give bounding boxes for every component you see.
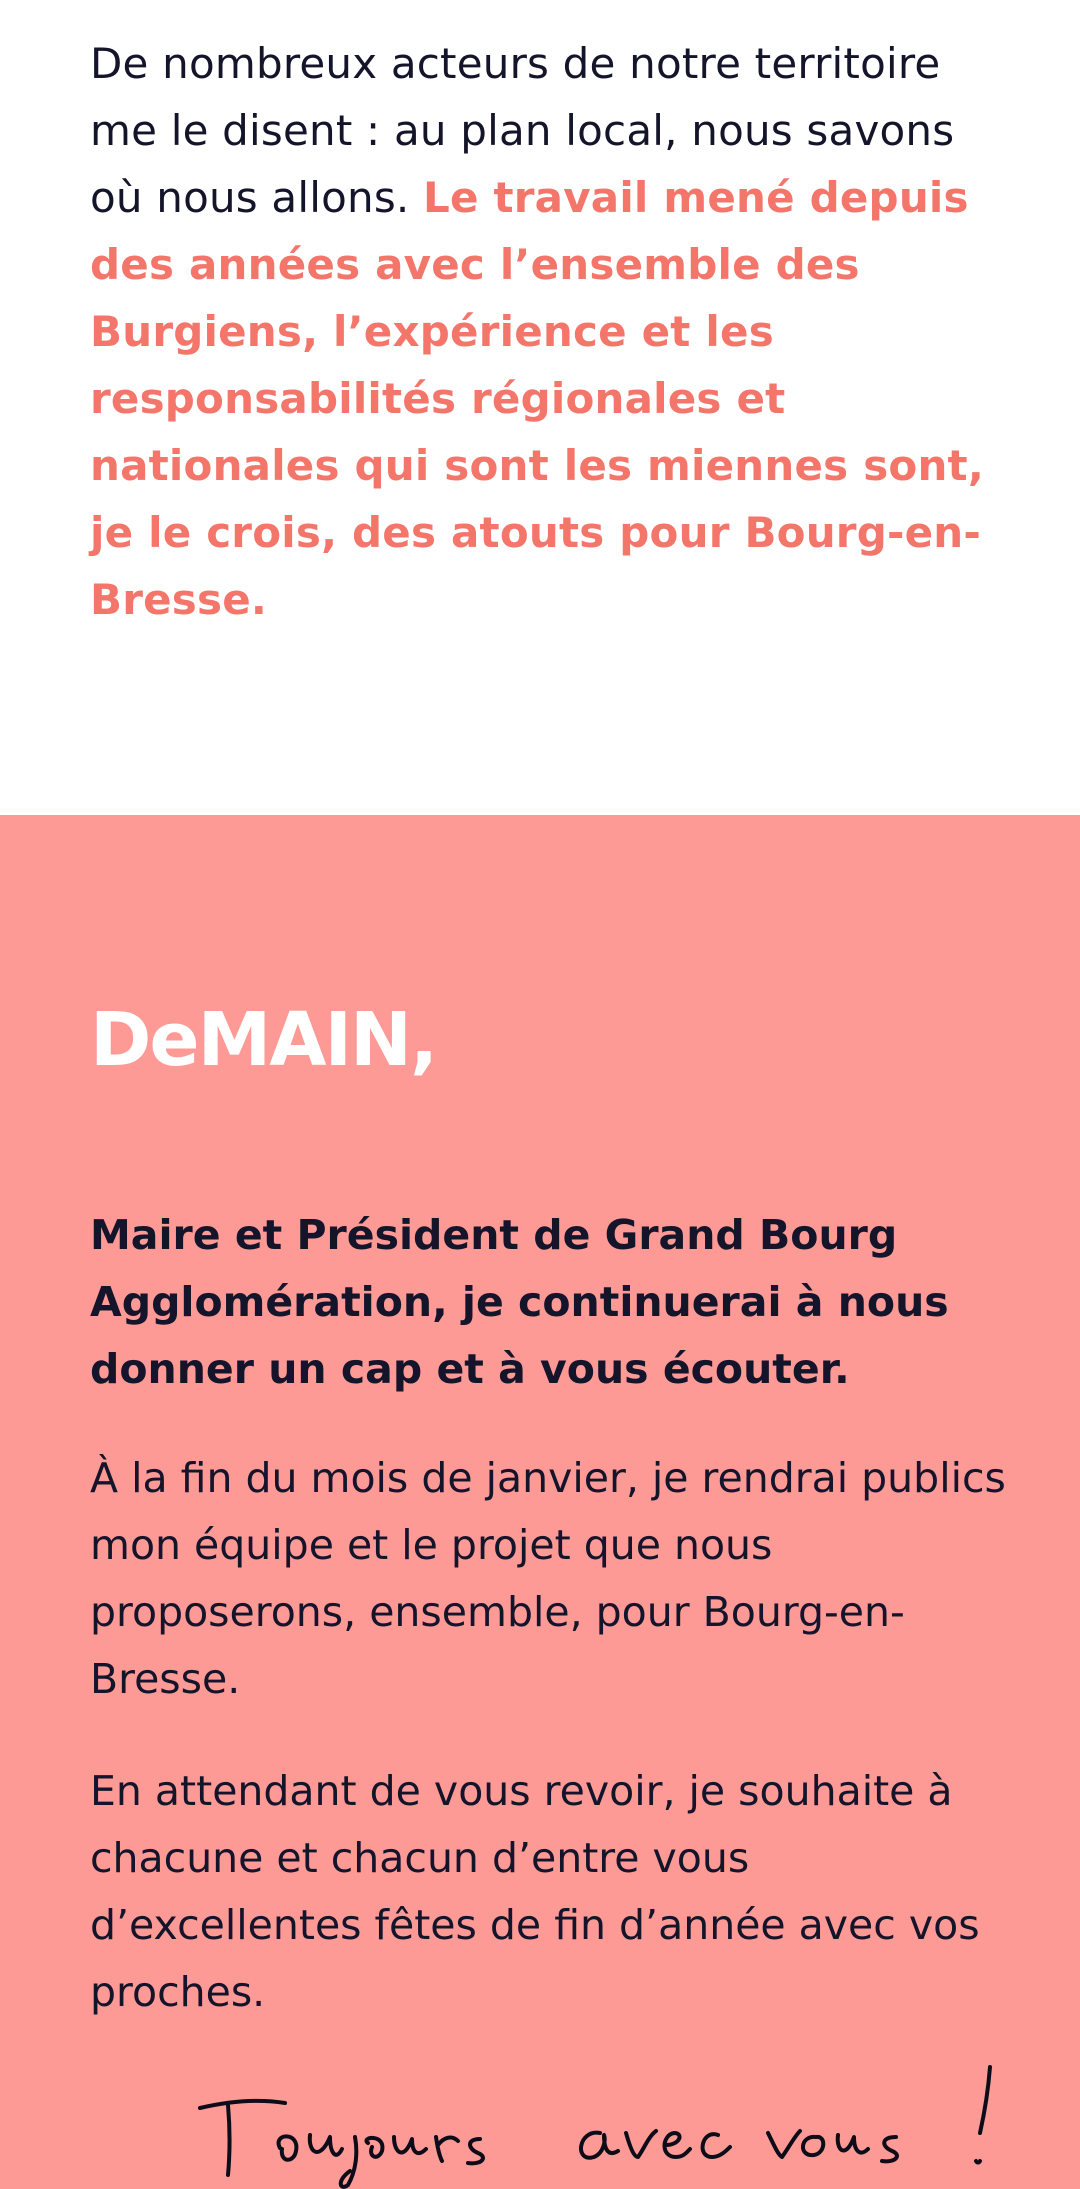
intro-text: De nombreux acteurs de notre territoire me le disent : au plan local, nous savons où nous allons. (90, 39, 955, 222)
lead-paragraph: Maire et Président de Grand Bourg Agglomération, je continuerai à nous donner un cap et à vous écouter. (90, 1211, 949, 1393)
intro-paragraph (90, 30, 1010, 633)
demain-heading: DeMAIN, (90, 997, 437, 1083)
handwritten-signature (190, 2053, 1010, 2189)
paragraph-wishes: En attendant de vous revoir, je souhaite à chacune et chacun d’entre vous d’excellentes fêtes de fin d’année avec vos proches. (90, 1767, 980, 2016)
paragraph-january: À la fin du mois de janvier, je rendrai publics mon équipe et le projet que nous proposerons, ensemble, pour Bourg-en-Bresse. (90, 1454, 1006, 1703)
intro-highlight-text: Le travail mené depuis des années avec l’ensemble des Burgiens, l’expérience et les responsabilités régionales et nationales qui sont les miennes sont, je le crois, des atouts pour Bourg-en-Bresse. (90, 173, 984, 624)
intro-section (0, 0, 1080, 815)
demain-section (0, 815, 1080, 2189)
